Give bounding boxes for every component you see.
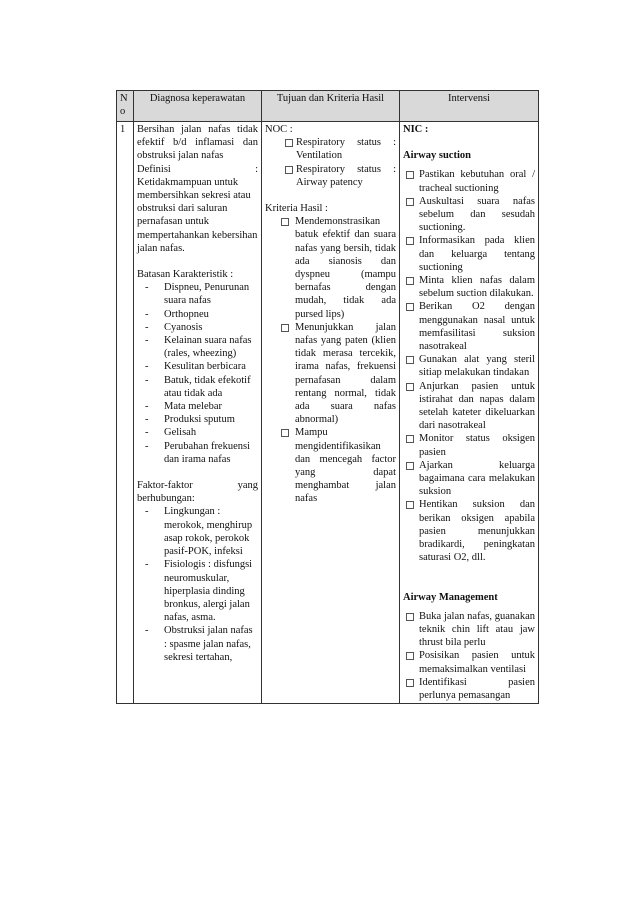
list-item: Ajarkan keluarga bagaimana cara melakukan suksion [403, 459, 535, 499]
list-item: - Fisiologis : disfungsi neuromuskular, hiperplasia dinding bronkus, alergi jalan nafas, asma. [145, 559, 253, 624]
list-item: Pastikan kebutuhan oral / tracheal suctioning [403, 168, 535, 194]
checkbox-icon [285, 166, 293, 174]
list-item: - Cyanosis [145, 321, 203, 333]
list-item: Informasikan pada klien dan keluarga tentang suctioning [403, 234, 535, 274]
list-item: - Kesulitan berbicara [145, 361, 246, 373]
criteria-list [265, 215, 396, 505]
list-item: Auskultasi suara nafas sebelum dan sesudah suctioning. [403, 195, 535, 235]
list-item: - Lingkungan : merokok, menghirup asap rokok, perokok pasif-POK, infeksi [145, 506, 253, 558]
checkbox-icon [406, 652, 414, 660]
header-goals: Tujuan dan Kriteria Hasil [262, 91, 400, 122]
header-no: N o [117, 91, 134, 122]
noc-list [265, 136, 396, 189]
checkbox-icon [406, 679, 414, 687]
header-intervention: Intervensi [400, 91, 539, 122]
airway-suction-title: Airway suction [403, 150, 471, 162]
checkbox-icon [281, 218, 289, 226]
criteria-label: Kriteria Hasil : [265, 203, 328, 215]
list-item: - Mata melebar [145, 401, 223, 413]
factors-list [137, 505, 258, 663]
list-item: Buka jalan nafas, guanakan teknik chin lift atau jaw thrust bila perlu [403, 610, 535, 650]
signs-list [137, 281, 258, 466]
signs-label: Batasan Karakteristik : [137, 269, 234, 281]
list-item: Hentikan suksion dan berikan oksigen apabila pasien menunjukkan bradikardi, peningkatan saturasi O2, dll. [403, 498, 535, 564]
definition-label: Definisi : [137, 163, 258, 175]
checkbox-icon [406, 383, 414, 391]
definition-text: Ketidakmampuan untuk membersihkan sekresi atau obstruksi dari saluran pernafasan untuk mempertahankan kebersihan jalan nafas. [137, 176, 258, 254]
checkbox-icon [406, 171, 414, 179]
list-item: Berikan O2 dengan menggunakan nasal untuk memfasilitasi suksion nasotrakeal [403, 300, 535, 353]
list-item: Gunakan alat yang steril sitiap melakukan tindakan [403, 353, 535, 379]
nursing-care-table [116, 90, 539, 704]
checkbox-icon [406, 613, 414, 621]
row-number: 1 [117, 122, 134, 704]
table-row [117, 122, 539, 704]
list-item: - Obstruksi jalan nafas : spasme jalan nafas, sekresi tertahan, [145, 625, 253, 663]
checkbox-icon [406, 198, 414, 206]
list-item: Identifikasi pasien perlunya pemasangan [403, 676, 535, 702]
list-item: Menunjukkan jalan nafas yang paten (klien tidak merasa tercekik, irama nafas, frekuensi pernafasan dalam rentang normal, tidak ada suara nafas abnormal) [265, 321, 396, 427]
list-item: - Orthopneu [145, 308, 209, 320]
list-item: Respiratory status : Ventilation [265, 136, 396, 162]
management-list [403, 610, 535, 702]
list-item: - Batuk, tidak efekotif atau tidak ada [145, 374, 251, 399]
checkbox-icon [406, 237, 414, 245]
list-item: - Produksi sputum [145, 414, 235, 426]
checkbox-icon [406, 501, 414, 509]
checkbox-icon [406, 462, 414, 470]
checkbox-icon [406, 356, 414, 364]
diagnosis-cell [134, 122, 262, 704]
list-item: - Dispneu, Penurunan suara nafas [145, 282, 250, 307]
list-item: Monitor status oksigen pasien [403, 432, 535, 458]
header-diagnosis: Diagnosa keperawatan [134, 91, 262, 122]
list-item: Mampu mengidentifikasikan dan mencegah factor yang dapat menghambat jalan nafas [265, 426, 396, 505]
checkbox-icon [281, 324, 289, 332]
intervention-cell [400, 122, 539, 704]
list-item: Respiratory status : Airway patency [265, 163, 396, 189]
noc-label: NOC : [265, 124, 293, 135]
checkbox-icon [285, 139, 293, 147]
airway-management-title: Airway Management [403, 591, 498, 603]
suction-list [403, 168, 535, 564]
list-item: Mendemonstrasikan batuk efektif dan suara nafas yang bersih, tidak ada sianosis dan dyspneu (mampu bernafas dengan mudah, tidak ada pursed lips) [265, 215, 396, 321]
list-item: Posisikan pasien untuk memaksimalkan ventilasi [403, 649, 535, 675]
checkbox-icon [406, 435, 414, 443]
goals-cell [262, 122, 400, 704]
nic-label: NIC : [403, 124, 429, 135]
list-item: - Kelainan suara nafas (rales, wheezing) [145, 335, 252, 360]
checkbox-icon [406, 277, 414, 285]
factors-label: Faktor-faktor yang berhubungan: [137, 480, 258, 505]
list-item: - Gelisah [145, 427, 197, 439]
checkbox-icon [406, 303, 414, 311]
table-header-row [117, 91, 539, 122]
checkbox-icon [281, 429, 289, 437]
list-item: Minta klien nafas dalam sebelum suction dilakukan. [403, 274, 535, 300]
list-item: - Perubahan frekuensi dan irama nafas [145, 440, 251, 465]
diagnosis-title: Bersihan jalan nafas tidak efektif b/d inflamasi dan obstruksi jalan nafas [137, 124, 258, 162]
list-item: Anjurkan pasien untuk istirahat dan napas dalam setelah kateter dikeluarkan dari nasotrakeal [403, 380, 535, 433]
